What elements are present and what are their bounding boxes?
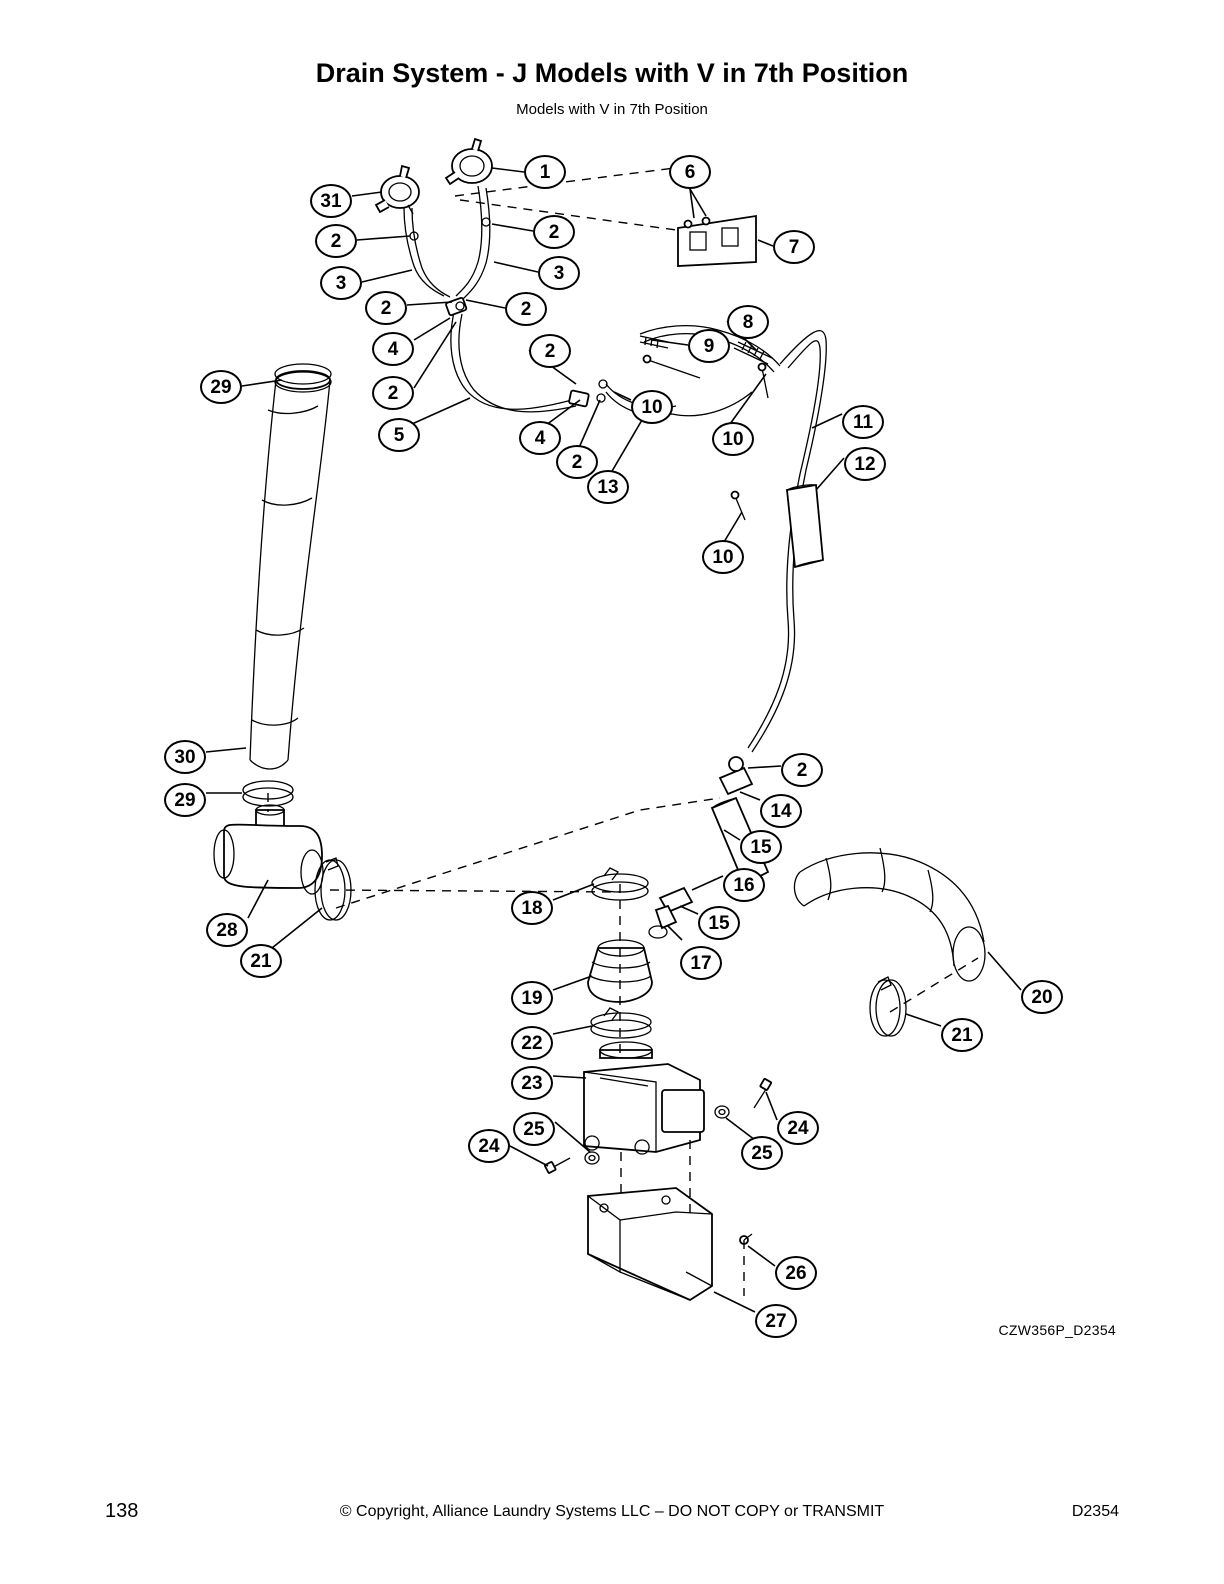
callout-26[interactable]: 26 — [775, 1256, 817, 1290]
callout-21[interactable]: 21 — [240, 944, 282, 978]
callout-4[interactable]: 4 — [519, 421, 561, 455]
page-title: Drain System - J Models with V in 7th Position — [315, 58, 909, 88]
callout-2[interactable]: 2 — [505, 292, 547, 326]
callout-27[interactable]: 27 — [755, 1304, 797, 1338]
callout-7[interactable]: 7 — [773, 230, 815, 264]
callout-29[interactable]: 29 — [164, 783, 206, 817]
callout-20[interactable]: 20 — [1021, 980, 1063, 1014]
part-12-sleeve — [787, 485, 823, 567]
callout-25[interactable]: 25 — [513, 1112, 555, 1146]
callout-22[interactable]: 22 — [511, 1026, 553, 1060]
callout-24[interactable]: 24 — [777, 1111, 819, 1145]
callout-11[interactable]: 11 — [842, 405, 884, 439]
callout-24[interactable]: 24 — [468, 1129, 510, 1163]
callout-3[interactable]: 3 — [538, 256, 580, 290]
part-7-bracket — [678, 216, 756, 266]
callout-15[interactable]: 15 — [698, 906, 740, 940]
callout-2[interactable]: 2 — [533, 215, 575, 249]
callout-10[interactable]: 10 — [712, 422, 754, 456]
callout-1[interactable]: 1 — [524, 155, 566, 189]
part-23-pump — [584, 1042, 704, 1154]
callout-3[interactable]: 3 — [320, 266, 362, 300]
callout-2[interactable]: 2 — [365, 291, 407, 325]
callout-4[interactable]: 4 — [372, 332, 414, 366]
callout-30[interactable]: 30 — [164, 740, 206, 774]
callout-17[interactable]: 17 — [680, 946, 722, 980]
callout-10[interactable]: 10 — [702, 540, 744, 574]
callout-25[interactable]: 25 — [741, 1136, 783, 1170]
callout-15[interactable]: 15 — [740, 830, 782, 864]
drawing-code: CZW356P_D2354 — [998, 1322, 1116, 1338]
callout-28[interactable]: 28 — [206, 913, 248, 947]
page-number: 138 — [105, 1500, 139, 1522]
callout-10[interactable]: 10 — [631, 390, 673, 424]
copyright-notice: © Copyright, Alliance Laundry Systems LLC – DO NOT COPY or TRANSMIT — [339, 1503, 885, 1520]
callout-13[interactable]: 13 — [587, 470, 629, 504]
callout-8[interactable]: 8 — [727, 305, 769, 339]
callout-2[interactable]: 2 — [315, 224, 357, 258]
callout-18[interactable]: 18 — [511, 891, 553, 925]
callout-14[interactable]: 14 — [760, 794, 802, 828]
part-20-hose — [794, 848, 985, 981]
part-22-clamp — [591, 1008, 651, 1038]
callout-2[interactable]: 2 — [529, 334, 571, 368]
callout-2[interactable]: 2 — [556, 445, 598, 479]
part-31-valve — [376, 166, 419, 214]
callout-23[interactable]: 23 — [511, 1066, 553, 1100]
callout-9[interactable]: 9 — [688, 329, 730, 363]
part-21-clamp-right — [870, 977, 906, 1036]
part-1-valve — [446, 139, 492, 184]
footer-document-code: D2354 — [1071, 1503, 1119, 1520]
part-21-clamp-left — [315, 858, 351, 920]
callout-29[interactable]: 29 — [200, 370, 242, 404]
callout-31[interactable]: 31 — [310, 184, 352, 218]
page-subtitle: Models with V in 7th Position — [516, 101, 708, 118]
callout-2[interactable]: 2 — [372, 376, 414, 410]
callout-2[interactable]: 2 — [781, 753, 823, 787]
part-27-bracket — [588, 1188, 752, 1300]
callout-16[interactable]: 16 — [723, 868, 765, 902]
callout-19[interactable]: 19 — [511, 981, 553, 1015]
callout-6[interactable]: 6 — [669, 155, 711, 189]
part-30-hose — [250, 371, 330, 769]
callout-12[interactable]: 12 — [844, 447, 886, 481]
callout-21[interactable]: 21 — [941, 1018, 983, 1052]
callout-5[interactable]: 5 — [378, 418, 420, 452]
